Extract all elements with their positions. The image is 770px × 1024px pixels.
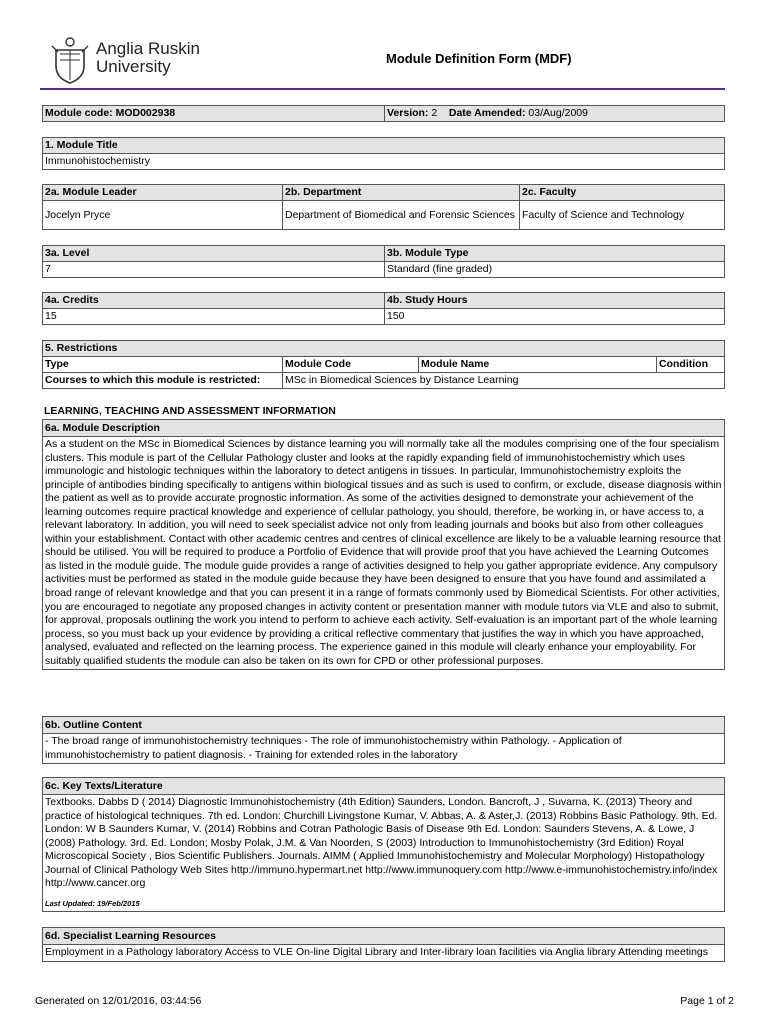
date-amended-label: Date Amended: — [448, 107, 526, 119]
department-value: Department of Biomedical and Forensic Sciences — [283, 201, 520, 230]
module-type-value: Standard (fine graded) — [385, 262, 725, 278]
module-description-box — [42, 419, 725, 670]
module-code-table — [42, 105, 725, 122]
credits-value: 15 — [43, 309, 385, 325]
page-number: Page 1 of 2 — [680, 995, 734, 1007]
date-amended-value: 03/Aug/2009 — [528, 107, 588, 119]
logo-line-2: University — [96, 57, 171, 76]
level-label: 3a. Level — [43, 246, 385, 262]
leader-table — [42, 184, 725, 230]
department-label: 2b. Department — [283, 185, 520, 201]
level-table — [42, 245, 725, 278]
outline-content-text: - The broad range of immunohistochemistry techniques - The role of immunohistochemistry within Pathology. - Application of immunohistochemistry to patient diagnosis. - Training for extended roles in the laboratory — [45, 735, 622, 761]
study-hours-value: 150 — [385, 309, 725, 325]
study-hours-label: 4b. Study Hours — [385, 293, 725, 309]
logo-line-1: Anglia Ruskin — [96, 39, 200, 58]
faculty-value: Faculty of Science and Technology — [520, 201, 725, 230]
key-texts-box — [42, 777, 725, 912]
version-cell — [385, 106, 725, 122]
module-title-value: Immunohistochemistry — [43, 154, 725, 170]
module-leader-label: 2a. Module Leader — [43, 185, 283, 201]
key-texts-heading: 6c. Key Texts/Literature — [43, 778, 724, 795]
col-module-name: Module Name — [419, 357, 657, 373]
version-label: Version: — [387, 107, 429, 119]
learning-resources-text: Employment in a Pathology laboratory Access to VLE On-line Digital Library and Inter-library loan facilities via Anglia library Attending meetings — [45, 946, 708, 958]
module-title-heading: 1. Module Title — [43, 138, 725, 154]
generated-timestamp: Generated on 12/01/2016, 03:44:56 — [35, 995, 202, 1007]
section-label: LEARNING, TEACHING AND ASSESSMENT INFORMATION — [44, 405, 336, 417]
university-logo — [50, 36, 220, 84]
restriction-value: MSc in Biomedical Sciences by Distance Learning — [283, 373, 725, 389]
outline-content-box — [42, 716, 725, 764]
restrictions-heading: 5. Restrictions — [43, 341, 725, 357]
restrictions-table — [42, 340, 725, 389]
crest-icon — [50, 36, 90, 84]
module-description-text: As a student on the MSc in Biomedical Sciences by distance learning you will normally take all the modules comprising one of the four specialism clusters. This module is part of the Cellular Pathology cluster and looks at the rapidly expanding field of immunohistochemistry which uses immunologic and histologic techniques within the laboratory to detect antigens in tissues. In particular, Immunohistochemistry exploits the principle of antibodies binding specifically to antigens within biological tissues and as such is used to confirm, or exclude, disease diagnosis within the patient as well as to provide accurate prognostic information. As some of the activities designed to demonstrate your achievement of the learning outcomes require practical knowledge and experience of cellular pathology, you should, therefore, be working in, or have access to, a relevant laboratory. In addition, you will need to seek specialist advice not only from leading journals and books but also from other colleagues within your establishment. Contact with other academic centres and centres of clinical excellence are likely to be a valuable learning resource that should be utilised. You will be required to produce a Portfolio of Evidence that will provide proof that you have achieved the Learning Outcomes as listed in the module guide. The module guide provides a range of activities designed to help you gather appropriate evidence. Any compulsory activities must be performed as stated in the module guide because they have been designed to ensure that you have found and assimilated a broad range of relevant knowledge and that you can present it in a range of formats commonly used by Biomedical Scientists. For other activities, you are encouraged to negotiate any proposed changes in activity content or presentation manner with module tutors via VLE and also to submit, for approval, proposals outlining the work you intend to perform to achieve each activity. Self-evaluation is an important part of the whole learning process, so you must back up your evidence by providing a critical reflective commentary that justifies the way in which you have approached, analysed, evaluated and reflected on the learning process. The experience gained in this module will clearly enhance your employability. For suitably qualified students the module can also be taken on its own for CPD or other professional purposes. — [45, 438, 722, 667]
module-leader-value: Jocelyn Pryce — [43, 201, 283, 230]
version-value: 2 — [431, 107, 438, 119]
module-type-label: 3b. Module Type — [385, 246, 725, 262]
level-value: 7 — [43, 262, 385, 278]
col-type: Type — [43, 357, 283, 373]
faculty-label: 2c. Faculty — [520, 185, 725, 201]
restriction-type: Courses to which this module is restricted: — [43, 373, 283, 389]
key-texts-text: Textbooks. Dabbs D ( 2014) Diagnostic Immunohistochemistry (4th Edition) Saunders, London. Bancroft, J , Suvarna, K. (2013) Theory and practice of histological techniques. 7th ed. London: Churchill Livingstone Kumar, V. Abbas, A. & Aster,J. (2013) Robbins Basic Pathology. 9th. Ed. London: W B Saunders Kumar, V. (2014) Robbins and Cotran Pathologic Basis of Disease 9th Ed. London: Saunders Stevens, A. & Lowe, J (2008) Pathology. 3rd. Ed. London; Mosby Polak, J.M. & Van Noorden, S (2003) Introduction to Immunohistochemistry (3rd Edition) Royal Microscopical Society , Bios Scientific Publishers. Journals. AIMM ( Applied Immunohistochemistry and Molecular Morphology) Histopathology Journal of Clinical Pathology Web Sites http://immuno.hypermart.net http://www.immunoquery.com http://www.e-immunohistochemistry.info/index http://www.cancer.org — [45, 796, 718, 890]
credits-table — [42, 292, 725, 325]
outline-content-heading: 6b. Outline Content — [43, 717, 724, 734]
col-condition: Condition — [657, 357, 725, 373]
credits-label: 4a. Credits — [43, 293, 385, 309]
learning-resources-box — [42, 927, 725, 962]
header-rule — [40, 88, 725, 90]
module-code: Module code: MOD002938 — [43, 106, 385, 122]
module-description-heading: 6a. Module Description — [43, 420, 724, 437]
module-title-table — [42, 137, 725, 170]
learning-resources-heading: 6d. Specialist Learning Resources — [43, 928, 724, 945]
form-title: Module Definition Form (MDF) — [386, 51, 572, 66]
col-module-code: Module Code — [283, 357, 419, 373]
last-updated: Last Updated: 19/Feb/2015 — [45, 898, 140, 908]
